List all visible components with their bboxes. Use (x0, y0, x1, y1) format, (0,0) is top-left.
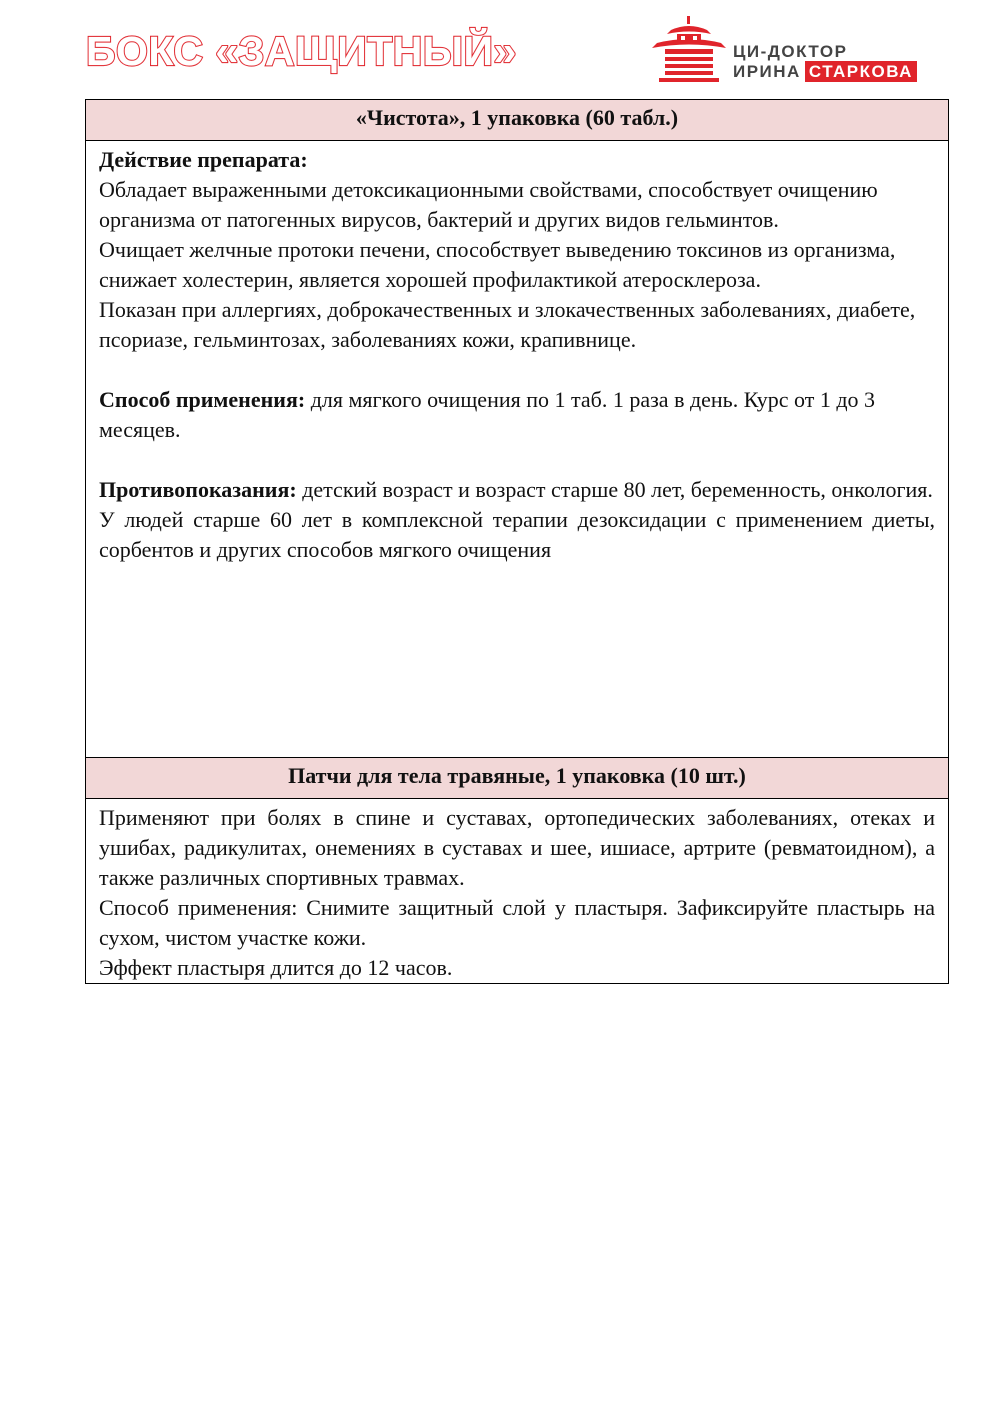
brand-logo (651, 16, 931, 88)
usage-paragraph (99, 385, 935, 445)
usage-label: Способ применения: (99, 387, 306, 412)
page-title: БОКС «ЗАЩИТНЫЙ» (86, 28, 517, 74)
product-1-heading: «Чистота», 1 упаковка (60 табл.) (86, 100, 949, 141)
patch-paragraph: Эффект пластыря длится до 12 часов. (99, 955, 453, 980)
contra-note: У людей старше 60 лет в комплексной терапии дезоксидации с применением диеты, сорбентов и других способов мягкого очищения (99, 507, 935, 562)
action-paragraph: Очищает желчные протоки печени, способствует выведению токсинов из организма, снижает холестерин, является хорошей профилактикой атеросклероза. (99, 237, 896, 292)
contra-paragraph (99, 475, 935, 505)
patch-paragraph: Способ применения: Снимите защитный слой у пластыря. Зафиксируйте пластырь на сухом, чистом участке кожи. (99, 895, 935, 950)
products-table (85, 99, 949, 984)
product-2-description (86, 799, 949, 984)
logo-line-2 (733, 62, 917, 82)
contra-text: детский возраст и возраст старше 80 лет, беременность, онкология. (296, 477, 933, 502)
contra-label: Противопоказания: (99, 477, 297, 502)
pagoda-icon (651, 16, 727, 82)
logo-name: ИРИНА (733, 62, 801, 81)
logo-line-1: ЦИ-ДОКТОР (733, 42, 848, 61)
product-2-heading: Патчи для тела травяные, 1 упаковка (10 шт.) (86, 758, 949, 799)
action-label: Действие препарата: (99, 147, 308, 172)
patch-paragraph: Применяют при болях в спине и суставах, ортопедических заболеваниях, отеках и ушибах, радикулитах, онемениях в суставах и шее, ишиасе, артрите (ревматоидном), а также различных спортивных травмах. (99, 805, 935, 890)
action-paragraph: Показан при аллергиях, доброкачественных и злокачественных заболеваниях, диабете, псориазе, гельминтозах, заболеваниях кожи, крапивнице. (99, 297, 916, 352)
product-1-description (86, 141, 949, 758)
logo-surname: СТАРКОВА (805, 61, 917, 82)
usage-text: для мягкого очищения по 1 таб. 1 раза в день. Курс от 1 до 3 месяцев. (99, 387, 876, 442)
action-paragraph: Обладает выраженными детоксикационными свойствами, способствует очищению организма от патогенных вирусов, бактерий и других видов гельминтов. (99, 177, 878, 232)
